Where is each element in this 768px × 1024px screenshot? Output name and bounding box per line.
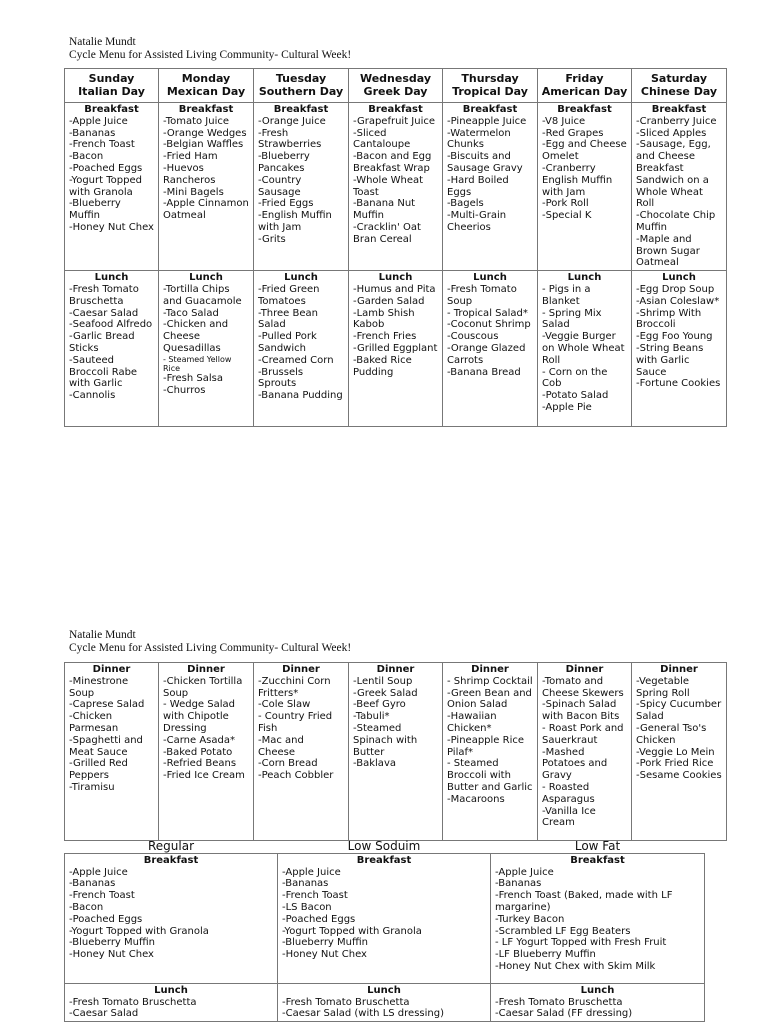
menu-item: -Turkey Bacon bbox=[495, 913, 565, 925]
menu-item: - Roast Pork and Sauerkraut bbox=[542, 722, 624, 746]
meal-label: Breakfast bbox=[143, 854, 199, 866]
menu-item: -Yogurt Topped with Granola bbox=[69, 925, 209, 937]
day-theme: Tropical Day bbox=[452, 84, 528, 98]
meal-label: Breakfast bbox=[462, 104, 518, 115]
day-name: Monday bbox=[181, 72, 231, 85]
menu-item: -Tiramisu bbox=[69, 781, 115, 793]
breakfast-cell bbox=[159, 103, 254, 271]
menu-item: -Honey Nut Chex bbox=[69, 221, 154, 233]
menu-item: -Pineapple Rice Pilaf* bbox=[447, 734, 524, 758]
day-name: Thursday bbox=[461, 72, 519, 85]
meal-label: Lunch bbox=[473, 272, 507, 284]
menu-item: -Orange Glazed Carrots bbox=[447, 342, 526, 366]
day-header-row bbox=[65, 69, 727, 103]
menu-item: -Honey Nut Chex bbox=[282, 949, 367, 961]
menu-item: -Shrimp With Broccoli bbox=[636, 307, 702, 331]
day-name: Tuesday bbox=[275, 72, 327, 85]
author-name: Natalie Mundt bbox=[69, 629, 136, 641]
menu-item: -Fried Ham bbox=[163, 151, 218, 163]
menu-item: -Peach Cobbler bbox=[258, 770, 334, 782]
menu-item: -Bagels bbox=[447, 198, 484, 210]
menu-item: -Three Bean Salad bbox=[258, 307, 318, 331]
diet-lunch-row bbox=[65, 983, 705, 1021]
page1-header bbox=[69, 36, 351, 62]
menu-item: -French Toast bbox=[69, 890, 135, 902]
menu-item: -Fresh Tomato Soup bbox=[447, 283, 517, 307]
menu-item: -Mashed Potatoes and Gravy bbox=[542, 746, 608, 782]
breakfast-cell bbox=[538, 103, 632, 271]
menu-item: -French Fries bbox=[353, 331, 417, 343]
menu-item: -Honey Nut Chex with Skim Milk bbox=[495, 960, 656, 972]
menu-item: -Fried Ice Cream bbox=[163, 770, 245, 782]
menu-item: -Orange Juice bbox=[258, 115, 326, 127]
meal-label: Dinner bbox=[376, 664, 415, 675]
dinner-cell bbox=[65, 663, 159, 841]
diet-lunch-cell bbox=[491, 983, 705, 1021]
menu-item: -Honey Nut Chex bbox=[69, 949, 154, 961]
menu-item: -Whole Wheat Toast bbox=[353, 174, 424, 198]
menu-item: -Grilled Red Peppers bbox=[69, 758, 128, 782]
menu-item: -Bacon bbox=[69, 901, 104, 913]
lunch-cell bbox=[632, 271, 727, 427]
menu-item: -String Beans with Garlic Sauce bbox=[636, 342, 704, 378]
meal-label: Breakfast bbox=[570, 854, 625, 866]
day-name: Saturday bbox=[651, 72, 707, 85]
breakfast-cell bbox=[254, 103, 349, 271]
dinner-table bbox=[64, 662, 727, 841]
meal-label: Lunch bbox=[94, 272, 129, 284]
meal-label: Breakfast bbox=[178, 104, 234, 115]
menu-item: -Watermelon Chunks bbox=[447, 127, 511, 151]
menu-item: -Mac and Cheese bbox=[258, 734, 304, 758]
menu-item: -Seafood Alfredo bbox=[69, 319, 153, 331]
menu-item: -Green Bean and Onion Salad bbox=[447, 687, 532, 711]
day-header bbox=[254, 69, 349, 103]
menu-item: - Tropical Salad* bbox=[447, 307, 528, 319]
menu-item: -Fried Eggs bbox=[258, 198, 314, 210]
menu-item: -Tomato Juice bbox=[163, 115, 230, 127]
menu-item: -Macaroons bbox=[447, 793, 505, 805]
diet-header-row bbox=[65, 841, 705, 853]
menu-item: -Coconut Shrimp bbox=[447, 319, 531, 331]
menu-item: -Sausage, Egg, and Cheese Breakfast Sandwich on a Whole Wheat Roll bbox=[636, 139, 711, 210]
author-name: Natalie Mundt bbox=[69, 36, 136, 48]
day-header bbox=[632, 69, 727, 103]
weekly-menu-table bbox=[64, 68, 727, 427]
meal-label: Dinner bbox=[471, 664, 509, 675]
lunch-cell bbox=[443, 271, 538, 427]
day-header bbox=[538, 69, 632, 103]
menu-item: -Potato Salad bbox=[542, 390, 609, 402]
menu-item: -Poached Eggs bbox=[69, 162, 143, 174]
dinner-cell bbox=[254, 663, 349, 841]
lunch-row bbox=[65, 271, 727, 427]
menu-item: -Garlic Bread Sticks bbox=[69, 331, 135, 354]
menu-item: -Caesar Salad bbox=[69, 307, 139, 319]
menu-item: -Cranberry Juice bbox=[636, 115, 717, 127]
meal-label: Lunch bbox=[580, 984, 615, 996]
menu-item: -Baked Potato bbox=[163, 746, 233, 758]
meal-label: Breakfast bbox=[557, 104, 612, 115]
menu-item: -Banana Nut Muffin bbox=[353, 198, 416, 222]
menu-item: -LS Bacon bbox=[282, 901, 332, 913]
menu-item: -Baked Rice Pudding bbox=[353, 354, 412, 378]
menu-item: -Fresh Tomato Bruschetta bbox=[282, 996, 410, 1008]
menu-item: -Bananas bbox=[69, 878, 116, 890]
day-theme: Italian Day bbox=[78, 84, 145, 98]
dinner-row bbox=[65, 663, 727, 841]
menu-item: - LF Yogurt Topped with Fresh Fruit bbox=[495, 937, 667, 949]
menu-item: -Mini Bagels bbox=[163, 186, 224, 198]
dinner-cell bbox=[159, 663, 254, 841]
menu-item: -Apple Pie bbox=[542, 401, 592, 413]
menu-item: -Poached Eggs bbox=[69, 913, 143, 925]
menu-item: -Blueberry Muffin bbox=[69, 937, 155, 949]
meal-label: Breakfast bbox=[84, 104, 139, 115]
menu-item: -Sauteed Broccoli Rabe with Garlic bbox=[69, 354, 138, 390]
day-name: Wednesday bbox=[359, 72, 432, 85]
menu-item: - Shrimp Cocktail bbox=[447, 675, 533, 687]
meal-label: Dinner bbox=[187, 664, 225, 675]
day-theme: American Day bbox=[541, 84, 628, 98]
menu-item: - Steamed Broccoli with Butter and Garlic bbox=[447, 758, 533, 793]
breakfast-row bbox=[65, 103, 727, 271]
menu-item: -Tabuli* bbox=[353, 711, 390, 723]
menu-item: -Veggie Burger on Whole Wheat Roll bbox=[542, 331, 625, 366]
menu-item: -Apple Cinnamon Oatmeal bbox=[163, 198, 249, 222]
diet-header: Low Fat bbox=[491, 841, 705, 853]
breakfast-cell bbox=[65, 103, 159, 271]
menu-item: -Asian Coleslaw* bbox=[636, 295, 720, 307]
menu-item: -Bananas bbox=[495, 878, 542, 890]
menu-item: -Minestrone Soup bbox=[69, 675, 129, 699]
menu-item: -Fresh Tomato Bruschetta bbox=[495, 996, 623, 1008]
day-theme: Mexican Day bbox=[166, 84, 246, 98]
day-header bbox=[443, 69, 538, 103]
dinner-cell bbox=[443, 663, 538, 841]
menu-item: -Country Sausage bbox=[258, 174, 302, 198]
lunch-cell bbox=[159, 271, 254, 427]
menu-item: -Chicken Tortilla Soup bbox=[163, 675, 243, 699]
menu-item: -Biscuits and Sausage Gravy bbox=[447, 151, 523, 174]
menu-item: -Blueberry Muffin bbox=[282, 937, 368, 949]
menu-item: -Chicken and Cheese Quesadillas bbox=[163, 319, 229, 354]
menu-item: -Couscous bbox=[447, 331, 499, 343]
day-name: Friday bbox=[565, 72, 604, 85]
meal-label: Breakfast bbox=[651, 104, 707, 115]
menu-item: -Sesame Cookies bbox=[636, 770, 722, 782]
diet-header: Low Soduim bbox=[278, 841, 491, 853]
diet-header: Regular bbox=[65, 841, 278, 853]
meal-label: Dinner bbox=[92, 664, 131, 675]
menu-item: -Bananas bbox=[69, 127, 116, 139]
menu-item: -Cannolis bbox=[69, 390, 116, 402]
day-theme: Greek Day bbox=[363, 84, 428, 98]
breakfast-cell bbox=[443, 103, 538, 271]
day-header bbox=[65, 69, 159, 103]
menu-item: -Lamb Shish Kabob bbox=[353, 307, 415, 331]
menu-item: -Spaghetti and Meat Sauce bbox=[69, 734, 143, 758]
diet-breakfast-cell bbox=[65, 853, 278, 983]
menu-item: -French Toast bbox=[69, 139, 135, 151]
menu-item: -Bacon and Egg Breakfast Wrap bbox=[353, 151, 432, 174]
menu-item: -V8 Juice bbox=[542, 115, 586, 127]
diet-breakfast-cell bbox=[278, 853, 491, 983]
menu-item: - Steamed Yellow Rice bbox=[163, 354, 232, 373]
menu-item: -Fresh Tomato Bruschetta bbox=[69, 996, 197, 1008]
meal-label: Breakfast bbox=[368, 104, 423, 115]
menu-item: -Creamed Corn bbox=[258, 354, 334, 366]
diet-breakfast-row bbox=[65, 853, 705, 983]
day-header bbox=[159, 69, 254, 103]
menu-item: - Wedge Salad with Chipotle Dressing bbox=[163, 699, 235, 734]
day-theme: Southern Day bbox=[258, 84, 344, 98]
menu-item: -Scrambled LF Egg Beaters bbox=[495, 925, 631, 937]
dinner-cell bbox=[349, 663, 443, 841]
meal-label: Lunch bbox=[367, 984, 401, 996]
menu-item: -Multi-Grain Cheerios bbox=[447, 210, 507, 233]
menu-item: -Lentil Soup bbox=[353, 675, 413, 687]
menu-item: -Chocolate Chip Muffin bbox=[636, 210, 716, 233]
menu-item: - Spring Mix Salad bbox=[542, 307, 602, 331]
menu-item: -Apple Juice bbox=[495, 866, 554, 878]
menu-item: -Corn Bread bbox=[258, 758, 318, 770]
breakfast-cell bbox=[632, 103, 727, 271]
menu-item: -French Toast bbox=[282, 890, 348, 902]
menu-item: -Apple Juice bbox=[282, 866, 341, 878]
menu-item: -Tomato and Cheese Skewers bbox=[542, 675, 624, 699]
day-header bbox=[349, 69, 443, 103]
dinner-cell bbox=[538, 663, 632, 841]
menu-item: -Grilled Eggplant bbox=[353, 342, 438, 354]
meal-label: Dinner bbox=[282, 664, 320, 675]
day-theme: Chinese Day bbox=[640, 84, 718, 98]
menu-item: -Bananas bbox=[282, 878, 329, 890]
menu-item: -Belgian Waffles bbox=[163, 139, 244, 151]
menu-item: -Vanilla Ice Cream bbox=[542, 805, 596, 829]
menu-item: -Tortilla Chips and Guacamole bbox=[163, 283, 242, 307]
menu-item: -Banana Bread bbox=[447, 366, 521, 378]
menu-item: -Bacon bbox=[69, 151, 104, 163]
menu-item: -Poached Eggs bbox=[282, 913, 356, 925]
menu-item: -Humus and Pita bbox=[353, 283, 436, 295]
menu-item: -Egg Drop Soup bbox=[636, 283, 715, 295]
menu-item: -Garden Salad bbox=[353, 295, 425, 307]
menu-item: -Grapefruit Juice bbox=[353, 115, 436, 127]
diet-lunch-cell bbox=[65, 983, 278, 1021]
menu-item: -Refried Beans bbox=[163, 758, 237, 770]
menu-item: -Caesar Salad bbox=[69, 1008, 139, 1020]
meal-label: Dinner bbox=[565, 664, 604, 675]
menu-item: -Sliced Apples bbox=[636, 127, 707, 139]
menu-title: Cycle Menu for Assisted Living Community- Cultural Week! bbox=[69, 49, 352, 61]
diet-lunch-cell bbox=[278, 983, 491, 1021]
menu-item: - Pigs in a Blanket bbox=[542, 283, 591, 307]
menu-item: -Maple and Brown Sugar Oatmeal bbox=[636, 233, 700, 269]
meal-label: Lunch bbox=[662, 272, 696, 284]
menu-item: -Fried Green Tomatoes bbox=[258, 283, 320, 307]
menu-item: -Caprese Salad bbox=[69, 699, 145, 711]
menu-item: -French Toast (Baked, made with LF margarine) bbox=[495, 890, 673, 913]
menu-item: -Grits bbox=[258, 233, 286, 245]
lunch-cell bbox=[349, 271, 443, 427]
diet-comparison-table bbox=[64, 841, 705, 1022]
menu-item: -Pork Fried Rice bbox=[636, 758, 714, 770]
menu-item: -Fresh Strawberries bbox=[258, 127, 322, 151]
lunch-cell bbox=[538, 271, 632, 427]
lunch-cell bbox=[254, 271, 349, 427]
menu-item: -LF Blueberry Muffin bbox=[495, 949, 596, 961]
menu-item: -Vegetable Spring Roll bbox=[636, 675, 690, 699]
menu-item: -Banana Pudding bbox=[258, 390, 343, 402]
day-name: Sunday bbox=[88, 72, 135, 85]
menu-item: -Blueberry Pancakes bbox=[258, 151, 310, 174]
page2-header bbox=[69, 629, 351, 655]
dinner-cell bbox=[632, 663, 727, 841]
menu-item: -Zucchini Corn Fritters* bbox=[258, 675, 331, 699]
meal-label: Lunch bbox=[154, 984, 188, 996]
menu-item: -Caesar Salad (FF dressing) bbox=[495, 1008, 633, 1020]
menu-item: -Yogurt Topped with Granola bbox=[69, 174, 142, 198]
menu-item: -Egg Foo Young bbox=[636, 331, 713, 343]
breakfast-cell bbox=[349, 103, 443, 271]
menu-item: -Caesar Salad (with LS dressing) bbox=[282, 1008, 444, 1020]
lunch-cell bbox=[65, 271, 159, 427]
menu-item: -Pulled Pork Sandwich bbox=[258, 331, 317, 354]
meal-label: Breakfast bbox=[356, 854, 412, 866]
menu-item: -Beef Gyro bbox=[353, 699, 406, 711]
menu-item: - Roasted Asparagus bbox=[542, 781, 595, 805]
menu-item: -Cracklin' Oat Bran Cereal bbox=[353, 221, 421, 245]
menu-item: -Pork Roll bbox=[542, 198, 589, 210]
menu-item: -Cranberry English Muffin with Jam bbox=[542, 162, 613, 198]
menu-item: -Greek Salad bbox=[353, 687, 418, 699]
meal-label: Lunch bbox=[189, 272, 223, 284]
menu-item: -Baklava bbox=[353, 758, 396, 770]
menu-item: -Sliced Cantaloupe bbox=[353, 127, 411, 151]
menu-item: -Fresh Tomato Bruschetta bbox=[69, 283, 139, 307]
meal-label: Breakfast bbox=[273, 104, 329, 115]
menu-item: -Special K bbox=[542, 210, 592, 222]
menu-item: -Blueberry Muffin bbox=[69, 198, 121, 222]
menu-item: -Orange Wedges bbox=[163, 127, 247, 139]
menu-item: -Carne Asada* bbox=[163, 734, 235, 746]
menu-item: -Yogurt Topped with Granola bbox=[282, 925, 422, 937]
menu-item: -Chicken Parmesan bbox=[69, 711, 119, 734]
menu-item: -Hawaiian Chicken* bbox=[447, 711, 497, 734]
meal-label: Dinner bbox=[660, 664, 698, 675]
menu-item: -English Muffin with Jam bbox=[258, 210, 332, 233]
menu-item: -General Tso's Chicken bbox=[636, 722, 707, 746]
menu-item: -Huevos Rancheros bbox=[163, 162, 216, 186]
menu-item: -Spinach Salad with Bacon Bits bbox=[542, 699, 620, 723]
menu-item: -Churros bbox=[163, 384, 206, 396]
diet-breakfast-cell bbox=[491, 853, 705, 983]
menu-item: -Steamed Spinach with Butter bbox=[353, 722, 418, 758]
menu-item: -Cole Slaw bbox=[258, 699, 311, 711]
menu-item: -Hard Boiled Eggs bbox=[447, 174, 509, 198]
menu-item: - Corn on the Cob bbox=[542, 366, 608, 390]
menu-item: -Apple Juice bbox=[69, 866, 128, 878]
menu-item: -Brussels Sprouts bbox=[258, 366, 304, 390]
menu-title: Cycle Menu for Assisted Living Community- Cultural Week! bbox=[69, 642, 352, 654]
meal-label: Lunch bbox=[378, 272, 413, 284]
menu-item: -Fortune Cookies bbox=[636, 378, 721, 390]
meal-label: Lunch bbox=[284, 272, 318, 284]
menu-item: -Veggie Lo Mein bbox=[636, 746, 715, 758]
menu-item: -Fresh Salsa bbox=[163, 372, 223, 384]
menu-item: -Pineapple Juice bbox=[447, 115, 527, 127]
menu-item: -Red Grapes bbox=[542, 127, 604, 139]
menu-item: - Country Fried Fish bbox=[258, 711, 333, 734]
menu-item: -Apple Juice bbox=[69, 115, 128, 127]
menu-item: -Taco Salad bbox=[163, 307, 219, 319]
meal-label: Lunch bbox=[567, 272, 602, 284]
menu-item: -Spicy Cucumber Salad bbox=[636, 699, 722, 723]
menu-item: -Egg and Cheese Omelet bbox=[542, 139, 627, 163]
